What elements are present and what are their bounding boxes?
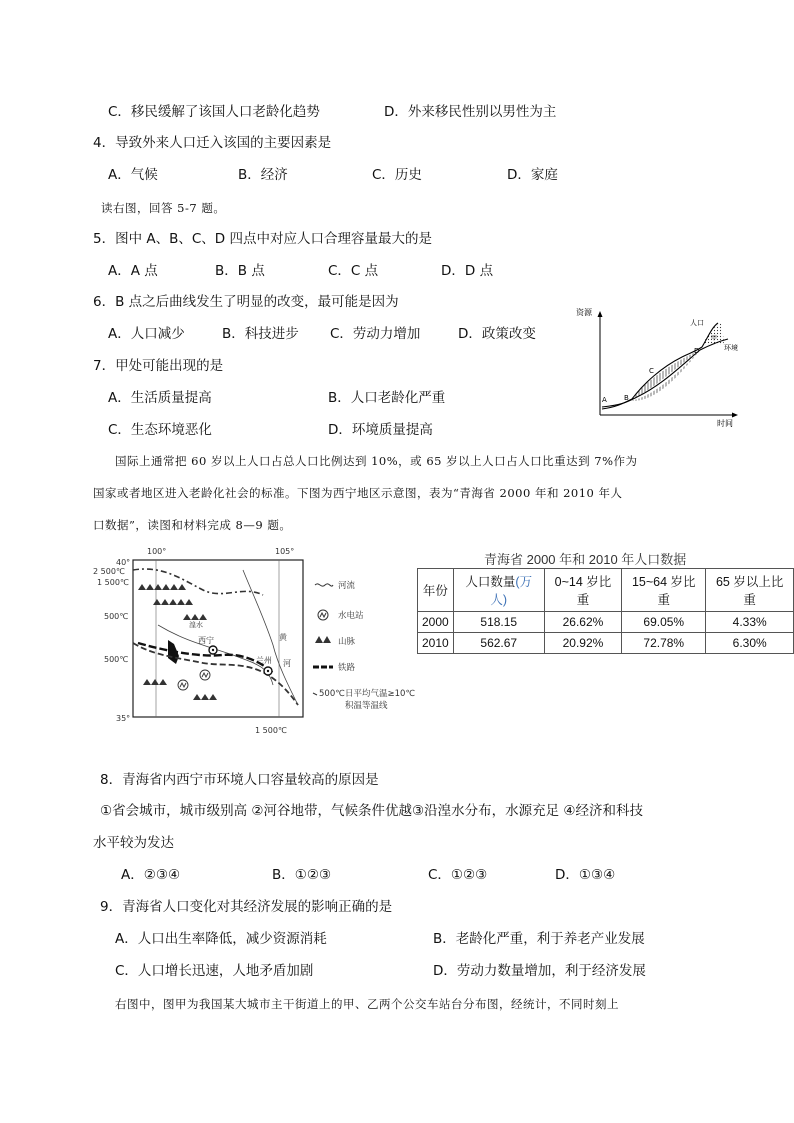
legend-mountain: 山脉 <box>338 637 356 647</box>
q6-stem: 6．B 点之后曲线发生了明显的改变，最可能是因为 <box>93 294 399 310</box>
mountain-legend-icon <box>315 636 331 643</box>
q7-option-d: D．环境质量提高 <box>328 422 433 438</box>
legend-hydro: 水电站 <box>338 611 364 621</box>
q8-option-a: A．②③④ <box>121 867 181 883</box>
q8-option-c: C．①②③ <box>428 867 488 883</box>
population-curve <box>602 323 718 409</box>
q9-option-c: C．人口增长迅速，人地矛盾加剧 <box>115 963 314 979</box>
legend-railway: 铁路 <box>338 663 356 673</box>
q3-option-d: D．外来移民性别以男性为主 <box>384 104 557 120</box>
table-header-row <box>418 569 794 612</box>
lat-35: 35° <box>116 714 131 723</box>
q4-option-b: B．经济 <box>238 167 288 183</box>
lanzhou-label: 兰州 <box>256 656 272 665</box>
q5-option-a: A．A 点 <box>108 263 158 279</box>
q9-stem: 9．青海省人口变化对其经济发展的影响正确的是 <box>100 899 393 915</box>
river-legend-icon <box>315 584 333 586</box>
q8-option-d: D．①③④ <box>555 867 616 883</box>
population-label: 人口 <box>690 319 704 327</box>
y-axis-label: 资源 <box>576 308 592 317</box>
legend-iso-value: 500℃ <box>319 689 345 699</box>
col-0-14: 0~14 岁比重 <box>544 569 621 612</box>
q6-option-d: D．政策改变 <box>458 326 536 342</box>
q8-line-2: ①省会城市，城市级别高 ②河谷地带，气候条件优越③沿湟水分布，水源充足 ④经济和科技 <box>100 803 643 819</box>
lon-105: 105° <box>275 547 295 556</box>
legend-iso-desc-2: 积温等温线 <box>345 701 388 711</box>
population-table <box>417 568 794 654</box>
iso-500-a: 500℃ <box>104 612 129 621</box>
iso-500-b: 500℃ <box>104 655 129 664</box>
jia-label: 甲 <box>711 335 718 342</box>
col-65-plus: 65 岁以上比重 <box>706 569 794 612</box>
table-row: 2000 518.15 26.62% 69.05% 4.33% <box>418 612 794 633</box>
intro-line-3: 口数据”，读图和材料完成 8—9 题。 <box>93 518 292 532</box>
q7-stem: 7．甲处可能出现的是 <box>93 358 224 374</box>
col-15-64: 15~64 岁比重 <box>622 569 706 612</box>
q9-option-d: D．劳动力数量增加，利于经济发展 <box>433 963 646 979</box>
intro-line-1: 国际上通常把 60 岁以上人口占总人口比例达到 10%，或 65 岁以上人口占人口比重达到 7%作为 <box>115 454 638 468</box>
environment-label: 环境 <box>724 344 738 352</box>
q8-stem: 8．青海省内西宁市环境人口容量较高的原因是 <box>100 772 379 788</box>
iso-2500: 2 500℃ <box>93 567 125 576</box>
q5-option-c: C．C 点 <box>328 263 379 279</box>
col-year: 年份 <box>418 569 454 612</box>
map-frame <box>133 560 303 717</box>
read-right-note: 读右图，回答 5-7 题。 <box>101 201 226 215</box>
col-population: 人口数量(万人) <box>453 569 544 612</box>
table-title: 青海省 2000 年和 2010 年人口数据 <box>484 552 687 567</box>
q9-option-b: B．老龄化严重，利于养老产业发展 <box>433 931 645 947</box>
q8-line-3: 水平较为发达 <box>93 835 174 851</box>
iso-bottom-1500: 1 500℃ <box>255 726 287 735</box>
intro-line-2: 国家或者地区进入老龄化社会的标准。下图为西宁地区示意图，表为“青海省 2000 年和 2010 年人 <box>93 486 623 500</box>
point-c: C <box>649 367 654 375</box>
q5-option-d: D．D 点 <box>441 263 494 279</box>
q5-stem: 5．图中 A、B、C、D 四点中对应人口合理容量最大的是 <box>93 231 432 247</box>
iso-1500: 1 500℃ <box>97 578 129 587</box>
isotherm-legend-icon <box>313 693 317 695</box>
q4-option-c: C．历史 <box>372 167 422 183</box>
he-label: 河 <box>283 659 291 668</box>
q8-option-b: B．①②③ <box>272 867 332 883</box>
q4-stem: 4．导致外来人口迁入该国的主要因素是 <box>93 135 332 151</box>
last-intro-line: 右图中，图甲为我国某大城市主干街道上的甲、乙两个公交车站台分布图，经统计，不同时刻上 <box>115 997 619 1011</box>
huang-label: 黄 <box>279 633 287 642</box>
q6-option-c: C．劳动力增加 <box>330 326 421 342</box>
xining-label: 西宁 <box>198 636 214 645</box>
q4-option-a: A．气候 <box>108 167 158 183</box>
point-d: D <box>694 347 700 355</box>
q7-option-c: C．生态环境恶化 <box>108 422 212 438</box>
x-axis-label: 时间 <box>717 419 733 428</box>
q6-option-a: A．人口减少 <box>108 326 185 342</box>
point-b: B <box>624 394 629 402</box>
lon-100: 100° <box>147 547 167 556</box>
q7-option-a: A．生活质量提高 <box>108 390 212 406</box>
table-row: 2010 562.67 20.92% 72.78% 6.30% <box>418 633 794 654</box>
q7-option-b: B．人口老龄化严重 <box>328 390 446 406</box>
legend-iso-desc-1: 日平均气温≥10℃ <box>345 689 415 699</box>
xining-region-map <box>93 545 415 737</box>
q5-option-b: B．B 点 <box>215 263 265 279</box>
lat-40: 40° <box>116 558 131 567</box>
legend-river: 河流 <box>338 581 356 591</box>
population-resource-graph <box>572 305 742 430</box>
huangshui-label: 湟水 <box>189 621 203 629</box>
q9-option-a: A．人口出生率降低，减少资源消耗 <box>115 931 327 947</box>
q4-option-d: D．家庭 <box>507 167 558 183</box>
q3-option-c: C．移民缓解了该国人口老龄化趋势 <box>108 104 320 120</box>
q6-option-b: B．科技进步 <box>222 326 299 342</box>
point-a: A <box>602 396 607 404</box>
